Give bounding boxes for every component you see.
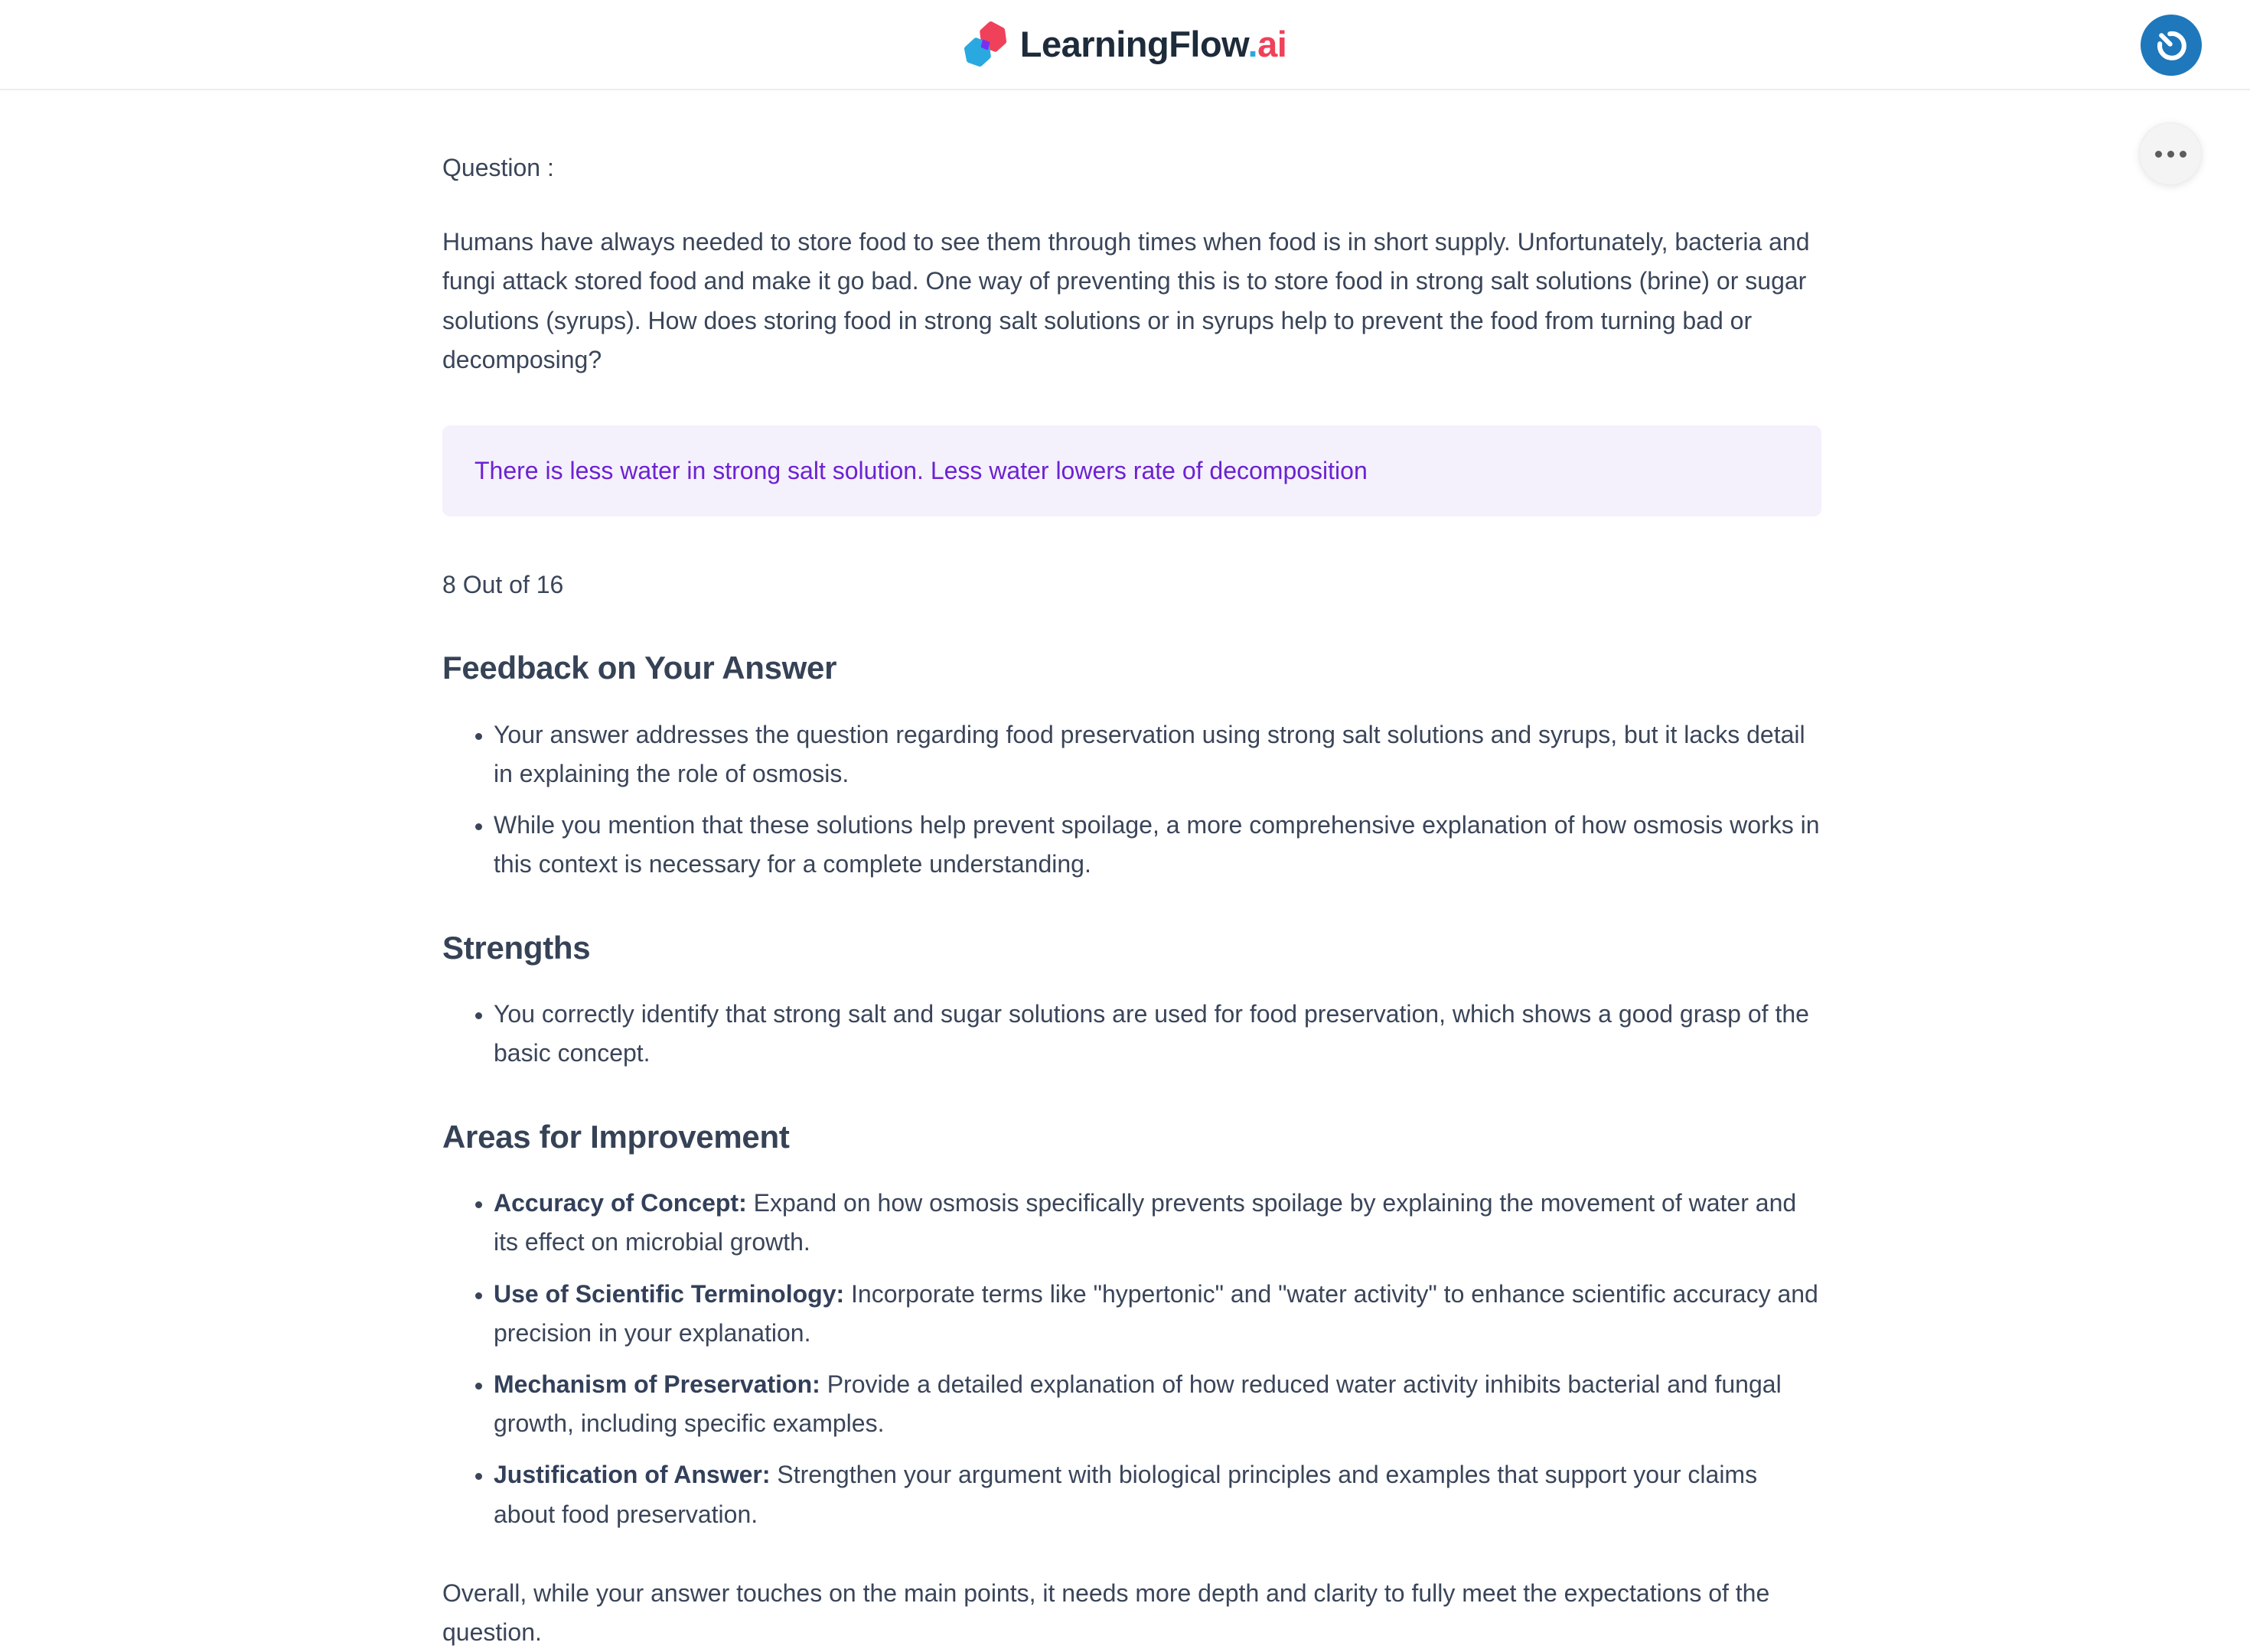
brand-name: LearningFlow.ai [1019, 24, 1287, 65]
power-icon [2146, 20, 2196, 70]
feedback-list [442, 715, 1821, 885]
brand-tld: ai [1257, 24, 1287, 65]
power-button[interactable] [2141, 15, 2202, 76]
improvement-item-label: Mechanism of Preservation: [494, 1370, 820, 1398]
brand-logo[interactable] [964, 15, 1287, 73]
improvement-item [494, 1275, 1821, 1353]
improvement-item-text: Incorporate terms like "hypertonic" and "water activity" to enhance scientific accuracy and precision in your explanation. [494, 1279, 1818, 1347]
improvement-item-label: Use of Scientific Terminology: [494, 1279, 845, 1308]
strengths-list [442, 995, 1821, 1073]
improvement-item-text: Provide a detailed explanation of how reduced water activity inhibits bacterial and fungal growth, including specific examples. [494, 1370, 1782, 1438]
student-answer-box [442, 425, 1821, 516]
improvements-heading: Areas for Improvement [442, 1118, 790, 1155]
strengths-heading: Strengths [442, 929, 591, 966]
improvement-item-label: Accuracy of Concept: [494, 1189, 747, 1217]
improvement-item [494, 1365, 1821, 1443]
question-text: Humans have always needed to store food to see them through times when food is in short supply. Unfortunately, bacteria and fungi attack stored food and make it go bad. One way of preventing this is to store food in strong salt solutions (brine) or sugar solutions (syrups). How does storing food in strong salt solutions or in syrups help to prevent the food from turning bad or decomposing? [442, 228, 1810, 373]
overall-summary-text: Overall, while your answer touches on the main points, it needs more depth and clarity to fully meet the expectations of the question. [442, 1579, 1770, 1646]
feedback-heading: Feedback on Your Answer [442, 650, 837, 686]
feedback-panel [0, 90, 2250, 1652]
score-text: 8 Out of 16 [442, 571, 564, 599]
feedback-item: • While you mention that these solutions help prevent spoilage, a more comprehensive explanation of how osmosis works in this context is necessary for a complete understanding. [494, 806, 1821, 884]
app-header [0, 0, 2250, 90]
learningflow-logo-icon [964, 21, 1008, 68]
improvement-item-text: Expand on how osmosis specifically prevents spoilage by explaining the movement of water and its effect on microbial growth. [494, 1189, 1797, 1256]
improvement-item-label: Justification of Answer: [494, 1461, 771, 1489]
improvement-item-text: Strengthen your argument with biological principles and examples that support your claims about food preservation. [494, 1461, 1758, 1528]
ellipsis-icon [2155, 151, 2186, 158]
improvement-item [494, 1455, 1821, 1533]
strength-item: • You correctly identify that strong salt and sugar solutions are used for food preservation, which shows a good grasp of the basic concept. [494, 995, 1821, 1073]
question-label: Question : [442, 154, 554, 181]
feedback-item: • Your answer addresses the question regarding food preservation using strong salt solutions and syrups, but it lacks detail in explaining the role of osmosis. [494, 715, 1821, 793]
more-options-button[interactable] [2139, 122, 2202, 185]
improvement-item [494, 1184, 1821, 1262]
student-answer-text: There is less water in strong salt solution. Less water lowers rate of decomposition [474, 456, 1368, 484]
brand-dot: . [1247, 24, 1258, 65]
improvements-list [442, 1184, 1821, 1534]
